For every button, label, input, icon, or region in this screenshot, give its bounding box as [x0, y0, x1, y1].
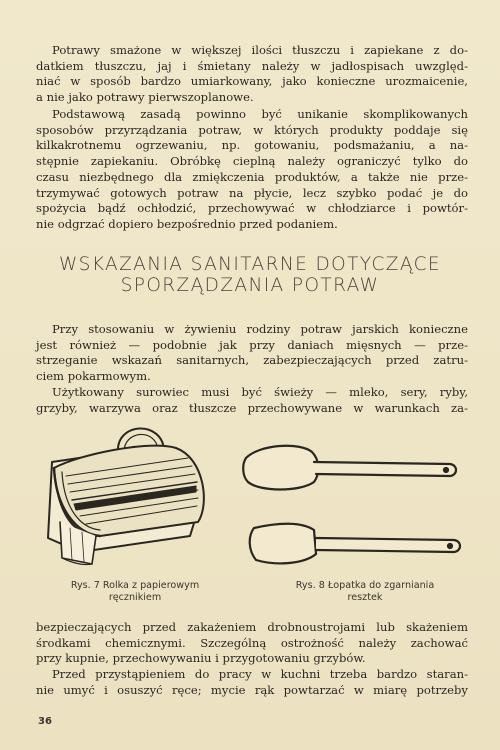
paragraph-sanitary-rules — [36, 322, 468, 416]
text-line: nie umyć i osuszyć ręce; mycie rąk powtarzać w miarę potrzeby — [36, 682, 468, 697]
caption-line: Rys. 8 Łopatka do zgarniania — [295, 580, 435, 591]
text-line: a nie jako potrawy pierwszoplanowe. — [36, 90, 254, 105]
paragraph-fried-dishes — [36, 43, 468, 106]
figure-7-caption — [40, 580, 230, 604]
text-line: czasu niezbędnego dla zmiękczenia produktów, a także nie prze- — [36, 169, 468, 184]
text-line: nie odgrzać dopiero bezpośrednio przed podaniem. — [36, 216, 338, 231]
text-line: środkami chemicznymi. Szczególną ostrożność należy zachować — [36, 635, 468, 650]
caption-line: Rys. 7 Rolka z papierowym — [70, 580, 200, 591]
section-heading-line1: WSKAZANIA SANITARNE DOTYCZĄCE — [58, 254, 441, 275]
section-heading — [30, 254, 470, 296]
text-line: Podstawową zasadą powinno być unikanie skomplikowanych — [52, 107, 468, 121]
caption-line: ręcznikiem — [108, 592, 162, 603]
text-line: Użytkowany surowiec musi być świeży — mleko, sery, ryby, — [52, 384, 468, 399]
text-line: Przy stosowaniu w żywieniu rodziny potraw jarskich konieczne — [52, 322, 468, 336]
text-line: Przed przystąpieniem do pracy w kuchni trzeba bardzo staran- — [52, 667, 468, 682]
text-line: bezpieczających przed zakażeniem drobnoustrojami lub skażeniem — [36, 620, 468, 634]
paper-towel-roll-illustration — [40, 418, 225, 578]
text-line: jest również — podobnie jak przy daniach mięsnych — prze- — [36, 337, 468, 352]
text-line: Potrawy smażone w większej ilości tłuszczu i zapiekane z do- — [52, 43, 468, 57]
text-line: datkiem tłuszczu, jaj i śmietany należy w jadłospisach uwzględ- — [36, 58, 468, 73]
text-line: trzymywać gotowych potraw na płycie, lecz szybko podać je do — [36, 185, 468, 200]
paragraph-basic-principle — [36, 107, 468, 233]
text-line: strzeganie wskazań sanitarnych, zabezpieczających przed zatru- — [36, 353, 468, 368]
text-line: stępnie zapiekaniu. Obróbkę cieplną należy ograniczyć tylko do — [36, 154, 468, 169]
caption-line: resztek — [347, 592, 383, 603]
text-line: grzyby, warzywa oraz tłuszcze przechowywane w warunkach za- — [36, 400, 468, 415]
text-line: sposobów przyrządzania potraw, w których produkty poddaje się — [36, 122, 468, 137]
text-line: niać w sposób bardzo umiarkowany, jako konieczne urozmaicenie, — [36, 74, 468, 89]
text-line: spożycia bądź ochłodzić, przechowywać w chłodziarce i powtór- — [36, 201, 468, 216]
figure-8-caption — [260, 580, 470, 604]
text-line: ciem pokarmowym. — [36, 369, 151, 384]
paragraph-contamination — [36, 620, 468, 699]
text-line: przy kupnie, przechowywaniu i przygotowaniu grzybów. — [36, 651, 366, 666]
text-line: kilkakrotnemu ogrzewaniu, np. gotowaniu, podsmażaniu, a na- — [36, 138, 468, 153]
section-heading-line2: SPORZĄDZANIA POTRAW — [120, 275, 380, 296]
scraping-spatula-illustration — [240, 438, 465, 578]
page-number: 36 — [38, 716, 52, 727]
